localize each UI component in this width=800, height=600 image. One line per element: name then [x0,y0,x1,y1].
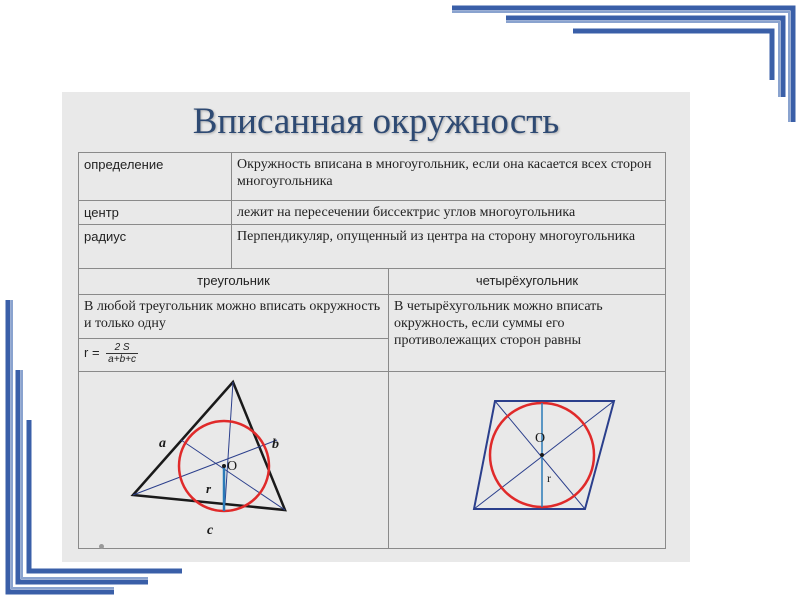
table-row [79,201,666,225]
table-row [79,225,666,269]
table-row [79,372,666,549]
formula-numerator: 2 S [106,342,138,354]
bullet-dot [99,544,104,549]
table-row [79,153,666,201]
formula-denominator: a+b+c [108,354,136,365]
info-table [78,152,666,549]
triangle-figure [79,372,389,548]
label-center-o: O [227,459,238,474]
formula-fraction [106,342,138,365]
bisector-line [133,440,277,495]
quadrilateral-figure-cell [389,372,666,549]
center-point [540,453,544,457]
column-header-triangle: треугольник [79,269,389,295]
table-row [79,295,666,339]
triangle-figure-cell [79,372,389,549]
bisector-line [225,382,233,504]
definition-text: Окружность вписана в многоугольник, если она касается всех сторон многоугольника [232,153,666,201]
center-text: лежит на пересечении биссектрис углов многоугольника [232,201,666,225]
slide [62,92,690,562]
term-radius: радиус [79,225,232,269]
term-definition: определение [79,153,232,201]
radius-formula [79,339,389,372]
formula-lhs: r = [84,344,100,360]
bisector-line [181,440,285,510]
quadrilateral-text: В четырёхугольник можно вписать окружность, если суммы его противолежащих сторон равны [389,295,666,372]
term-center: центр [79,201,232,225]
label-radius-r: r [206,481,212,496]
radius-text: Перпендикуляр, опущенный из центра на сторону многоугольника [232,225,666,269]
slide-title: Вписанная окружность [192,101,560,142]
label-b: b [272,437,279,452]
quadrilateral-figure [389,372,666,548]
column-header-quadrilateral: четырёхугольник [389,269,666,295]
label-c: c [207,523,214,538]
label-radius-r: r [547,471,551,485]
table-row [79,269,666,295]
label-center-o: O [535,431,546,446]
label-a: a [159,436,166,451]
center-point [222,464,226,468]
triangle-text: В любой треугольник можно вписать окружность и только одну [79,295,389,339]
